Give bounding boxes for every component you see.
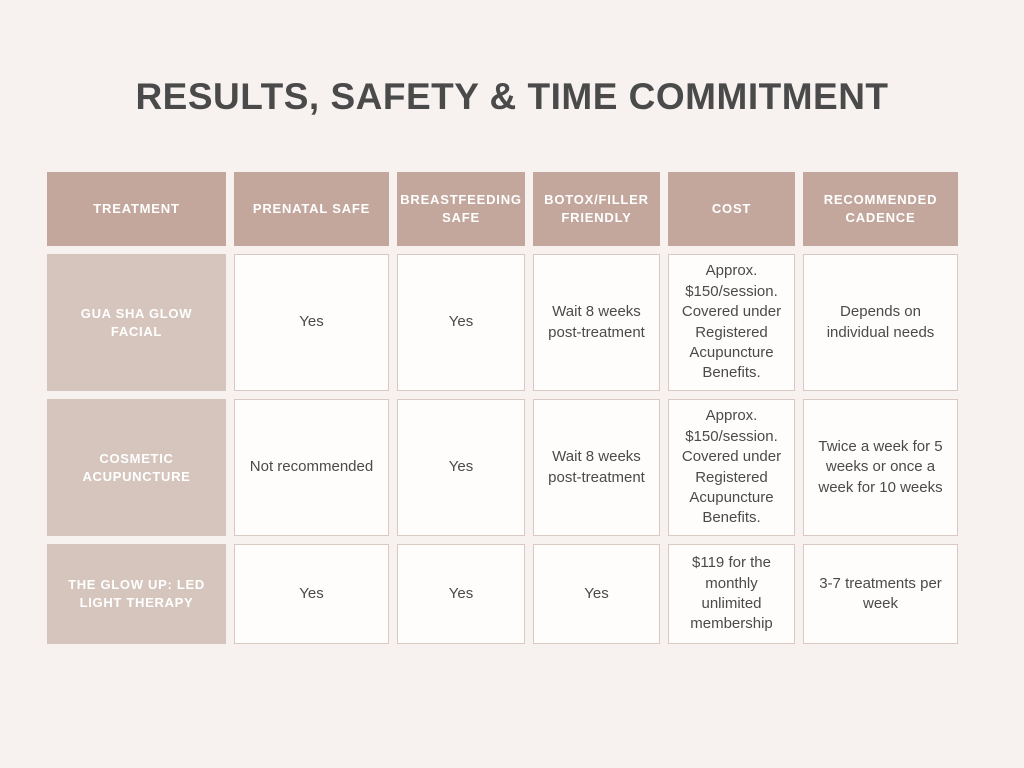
- cell-led-light-therapy-prenatal-safe: Yes: [234, 544, 389, 644]
- cell-led-light-therapy-recommended-cadence: 3-7 treatments per week: [803, 544, 958, 644]
- cell-led-light-therapy-cost: $119 for the monthly unlimited membership: [668, 544, 795, 644]
- cell-led-light-therapy-breastfeeding-safe: Yes: [397, 544, 525, 644]
- row-label-cosmetic-acupuncture: COSMETIC ACUPUNCTURE: [47, 399, 226, 536]
- row-label-the-glow-up-led-light-therapy: THE GLOW UP: LED LIGHT THERAPY: [47, 544, 226, 644]
- cell-cosmetic-acupuncture-botox-filler-friendly: Wait 8 weeks post-treatment: [533, 399, 660, 536]
- cell-gua-sha-cost: Approx. $150/session. Covered under Registered Acupuncture Benefits.: [668, 254, 795, 391]
- column-header-cost: COST: [668, 172, 795, 246]
- table-row: [47, 254, 977, 391]
- cell-cosmetic-acupuncture-prenatal-safe: Not recommended: [234, 399, 389, 536]
- cell-gua-sha-recommended-cadence: Depends on individual needs: [803, 254, 958, 391]
- cell-gua-sha-botox-filler-friendly: Wait 8 weeks post-treatment: [533, 254, 660, 391]
- cell-cosmetic-acupuncture-breastfeeding-safe: Yes: [397, 399, 525, 536]
- column-header-prenatal-safe: PRENATAL SAFE: [234, 172, 389, 246]
- row-label-gua-sha-glow-facial: GUA SHA GLOW FACIAL: [47, 254, 226, 391]
- column-header-recommended-cadence: RECOMMENDED CADENCE: [803, 172, 958, 246]
- cell-cosmetic-acupuncture-cost: Approx. $150/session. Covered under Registered Acupuncture Benefits.: [668, 399, 795, 536]
- cell-gua-sha-prenatal-safe: Yes: [234, 254, 389, 391]
- column-header-treatment: TREATMENT: [47, 172, 226, 246]
- table-row: [47, 399, 977, 536]
- table-row: [47, 544, 977, 644]
- column-header-breastfeeding-safe: BREASTFEEDING SAFE: [397, 172, 525, 246]
- page-title: RESULTS, SAFETY & TIME COMMITMENT: [135, 76, 889, 117]
- comparison-table: [47, 172, 977, 644]
- cell-gua-sha-breastfeeding-safe: Yes: [397, 254, 525, 391]
- cell-cosmetic-acupuncture-recommended-cadence: Twice a week for 5 weeks or once a week for 10 weeks: [803, 399, 958, 536]
- table-header-row: [47, 172, 977, 246]
- cell-led-light-therapy-botox-filler-friendly: Yes: [533, 544, 660, 644]
- column-header-botox-filler-friendly: BOTOX/FILLER FRIENDLY: [533, 172, 660, 246]
